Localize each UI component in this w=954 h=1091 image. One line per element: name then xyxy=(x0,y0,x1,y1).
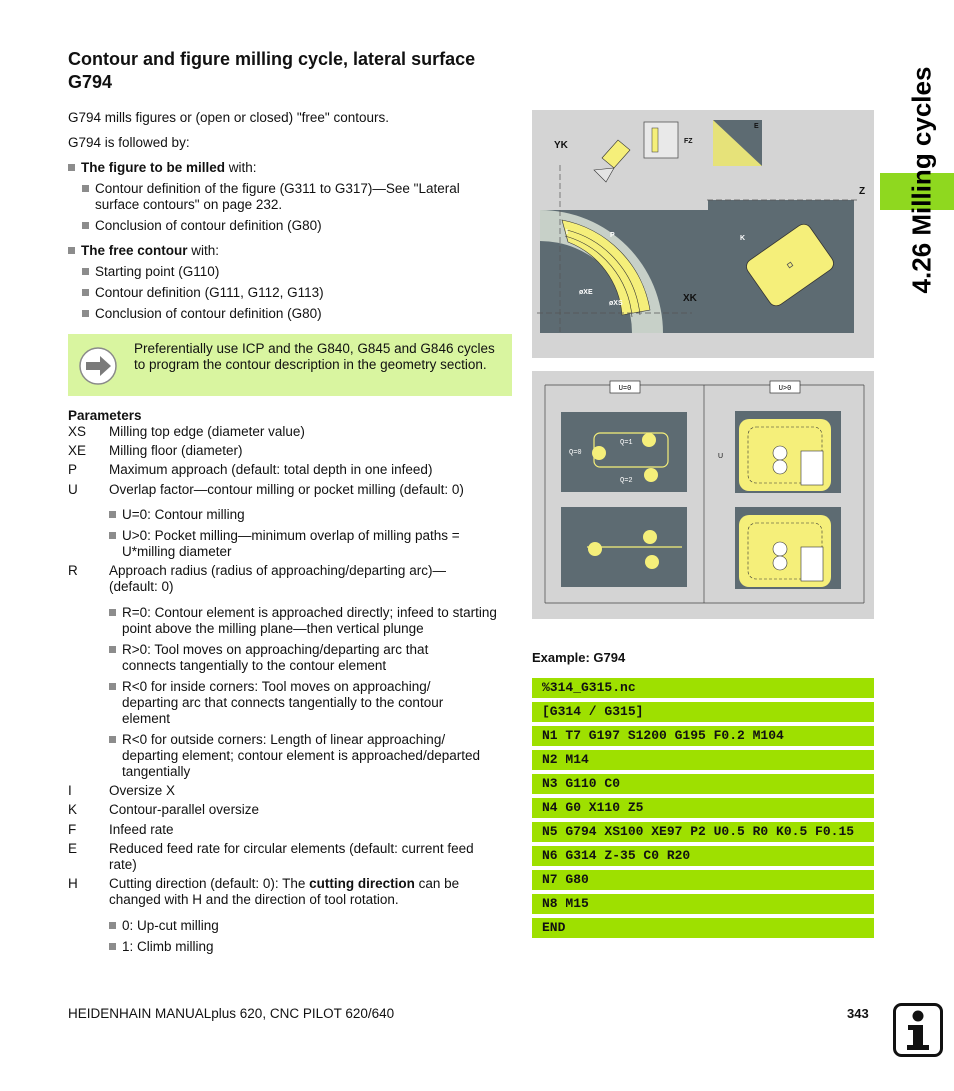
label-k: K xyxy=(740,235,746,242)
bullet-square-icon xyxy=(109,532,116,539)
code-line: N7 G80 xyxy=(532,870,874,890)
label-u: U xyxy=(718,453,724,460)
code-line: N6 G314 Z-35 C0 R20 xyxy=(532,846,874,866)
label-z: Z xyxy=(859,186,866,197)
label-q0: Q=0 xyxy=(569,449,582,457)
bullet-square-icon xyxy=(109,922,116,929)
label-xs: øXS xyxy=(609,300,623,307)
code-line: N8 M15 xyxy=(532,894,874,914)
figure-item-2: Conclusion of contour definition (G80) xyxy=(82,218,502,234)
label-e: E xyxy=(754,123,759,130)
section-title: 4.26 Milling cycles xyxy=(906,66,937,294)
followed-by-text: G794 is followed by: xyxy=(68,135,190,150)
figure-lateral-surface xyxy=(532,110,874,358)
label-q2: Q=2 xyxy=(620,477,633,485)
label-q1: Q=1 xyxy=(620,439,633,447)
code-line: [G314 / G315] xyxy=(532,702,874,722)
label-u0: U=0 xyxy=(618,385,632,393)
note-box xyxy=(68,334,512,396)
r-item-3: R<0 for inside corners: Tool moves on approaching/ departing arc that connects tangentially to the contour element xyxy=(109,679,504,727)
u-item-2: U>0: Pocket milling—minimum overlap of milling paths = U*milling diameter xyxy=(109,528,504,560)
bullet-square-icon xyxy=(68,247,75,254)
r-item-1: R=0: Contour element is approached directly; infeed to starting point above the milling plane—then vertical plunge xyxy=(109,605,504,637)
figure-group-bullet: The figure to be milled with: xyxy=(68,160,257,176)
footer-text: HEIDENHAIN MANUALplus 620, CNC PILOT 620/640 xyxy=(68,1006,395,1021)
code-line: N5 G794 XS100 XE97 P2 U0.5 R0 K0.5 F0.15 xyxy=(532,822,874,842)
free-item-3: Conclusion of contour definition (G80) xyxy=(82,306,502,322)
r-item-2: R>0: Tool moves on approaching/departing arc that connects tangentially to the contour element xyxy=(109,642,504,674)
code-line: N4 G0 X110 Z5 xyxy=(532,798,874,818)
label-p: P xyxy=(610,232,615,239)
h-item-2: 1: Climb milling xyxy=(109,939,504,955)
bullet-square-icon xyxy=(82,268,89,275)
free-group-bullet: The free contour with: xyxy=(68,243,219,259)
note-text: Preferentially use ICP and the G840, G845 and G846 cycles to program the contour description in the geometry section. xyxy=(134,341,495,372)
figure-overlap-modes xyxy=(532,371,874,619)
page-title: Contour and figure milling cycle, lateral surface G794 xyxy=(68,49,476,92)
code-line: %314_G315.nc xyxy=(532,678,874,698)
bullet-square-icon xyxy=(82,222,89,229)
h-item-1: 0: Up-cut milling xyxy=(109,918,504,934)
bullet-square-icon xyxy=(109,736,116,743)
code-line: N2 M14 xyxy=(532,750,874,770)
u-item-1: U=0: Contour milling xyxy=(109,507,504,523)
bullet-square-icon xyxy=(82,310,89,317)
code-line: N3 G110 C0 xyxy=(532,774,874,794)
bullet-square-icon xyxy=(109,943,116,950)
bullet-square-icon xyxy=(109,609,116,616)
bullet-square-icon xyxy=(82,289,89,296)
label-yk: YK xyxy=(554,140,568,151)
page-number: 343 xyxy=(847,1006,869,1021)
label-xe: øXE xyxy=(579,289,593,296)
bullet-square-icon xyxy=(82,185,89,192)
label-ugt0: U>0 xyxy=(778,385,792,393)
parameters-heading: Parameters xyxy=(68,408,142,423)
label-i: I xyxy=(566,229,568,236)
bullet-square-icon xyxy=(68,164,75,171)
arrow-right-icon xyxy=(78,346,118,386)
free-item-2: Contour definition (G111, G112, G113) xyxy=(82,285,502,301)
label-fz: FZ xyxy=(684,138,693,145)
bullet-square-icon xyxy=(109,511,116,518)
bullet-square-icon xyxy=(109,646,116,653)
example-heading: Example: G794 xyxy=(532,650,626,665)
code-line: N1 T7 G197 S1200 G195 F0.2 M104 xyxy=(532,726,874,746)
code-line: END xyxy=(532,918,874,938)
intro-text: G794 mills figures or (open or closed) "free" contours. xyxy=(68,110,389,125)
bullet-square-icon xyxy=(109,683,116,690)
free-item-1: Starting point (G110) xyxy=(82,264,502,280)
figure-item-1: Contour definition of the figure (G311 to G317)—See "Lateral surface contours" on page 232. xyxy=(82,181,502,213)
r-item-4: R<0 for outside corners: Length of linear approaching/ departing element; contour element is approached/departed tangentially xyxy=(109,732,504,780)
label-xk: XK xyxy=(683,293,697,304)
info-icon xyxy=(893,1003,943,1057)
